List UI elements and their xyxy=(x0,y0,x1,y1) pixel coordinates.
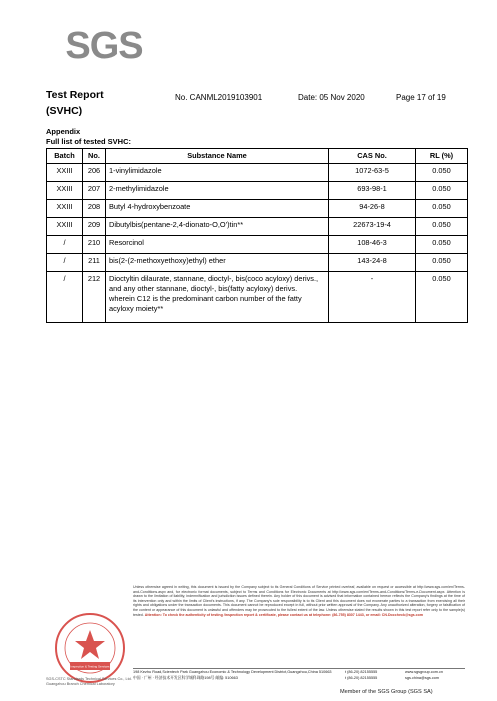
cell-no: 208 xyxy=(83,200,106,218)
header-rl: RL (%) xyxy=(416,149,468,164)
header-batch: Batch xyxy=(47,149,83,164)
table-header-row xyxy=(47,149,468,164)
cell-rl: 0.050 xyxy=(416,182,468,200)
cell-substance: bis(2-(2-methoxyethoxy)ethyl) ether xyxy=(106,254,329,272)
disclaimer-block xyxy=(133,585,465,617)
cell-no: 209 xyxy=(83,218,106,236)
email: sgs.china@sgs.com xyxy=(405,676,440,680)
disclaimer-text: Unless otherwise agreed in writing, this document is issued by the Company subject to its General Conditions of Service printed overleaf, available on request or accessible at http://www.sgs.com/en/Terms-and-Conditions.aspx and, for electronic format documents, subject to Terms and Conditions for Electronic Documents at http://www.sgs.com/en/Terms-and-Conditions/Terms-e-Document.aspx. Attention is drawn to the limitation of liability, indemnification and jurisdiction issues defined therein. Any holder of this document is advised that information contained hereon reflects the Company's findings at the time of its intervention only and within the limits of Client's instructions, if any. The Company's sole responsibility is to its Client and this document does not exonerate parties to a transaction from exercising all their rights and obligations under the transaction documents. This document cannot be reproduced except in full, without prior written approval of the Company. Any unauthorized alteration, forgery or falsification of the content or appearance of this document is unlawful and offenders may be prosecuted to the fullest extent of the law. Unless otherwise stated the results shown in this test report refer only to the sample(s) tested. xyxy=(133,585,465,617)
cell-batch: / xyxy=(47,254,83,272)
cell-cas: 143-24-8 xyxy=(329,254,416,272)
cell-rl: 0.050 xyxy=(416,272,468,323)
cell-batch: XXIII xyxy=(47,164,83,182)
cell-substance: Dibutylbis(pentane-2,4-dionato-O,O')tin** xyxy=(106,218,329,236)
cell-cas: 1072-63-5 xyxy=(329,164,416,182)
website: www.sgsgroup.com.cn xyxy=(405,670,443,674)
cell-no: 210 xyxy=(83,236,106,254)
cell-cas: - xyxy=(329,272,416,323)
cell-no: 212 xyxy=(83,272,106,323)
phone-1: t (86-20) 82155555 xyxy=(345,670,378,674)
table-row xyxy=(47,164,468,182)
cell-no: 206 xyxy=(83,164,106,182)
cell-cas: 22673-19-4 xyxy=(329,218,416,236)
page-number: Page 17 of 19 xyxy=(396,93,446,102)
header-cas: CAS No. xyxy=(329,149,416,164)
star-icon xyxy=(75,630,105,659)
cell-no: 207 xyxy=(83,182,106,200)
cell-substance: 2-methylimidazole xyxy=(106,182,329,200)
header-substance: Substance Name xyxy=(106,149,329,164)
cell-batch: XXIII xyxy=(47,200,83,218)
cell-no: 211 xyxy=(83,254,106,272)
cell-batch: / xyxy=(47,236,83,254)
report-subtitle: (SVHC) xyxy=(46,105,83,117)
cell-substance: 1-vinylimidazole xyxy=(106,164,329,182)
member-note: Member of the SGS Group (SGS SA) xyxy=(340,689,433,695)
phone-2: t (86-20) 82155555 xyxy=(345,676,378,680)
inspection-stamp xyxy=(52,610,128,686)
address-chinese: 中国 · 广州 · 经济技术开发区科学城科珠路198号 邮编: 510663 xyxy=(133,676,238,680)
report-title: Test Report xyxy=(46,89,104,101)
cell-cas: 94-26-8 xyxy=(329,200,416,218)
table-row xyxy=(47,254,468,272)
cell-batch: XXIII xyxy=(47,218,83,236)
cell-rl: 0.050 xyxy=(416,236,468,254)
cell-rl: 0.050 xyxy=(416,200,468,218)
appendix-label: Appendix xyxy=(46,127,81,136)
stamp-chip-text: Inspection & Testing Services xyxy=(70,664,110,669)
table-row xyxy=(47,200,468,218)
cell-batch: / xyxy=(47,272,83,323)
sgs-logo xyxy=(65,22,143,67)
svhc-table xyxy=(46,148,468,323)
list-title: Full list of tested SVHC: xyxy=(46,137,132,146)
address-english: 198 Kezhu Road,Scientech Park Guangzhou Economic & Technology Development District,Guangzhou,China 510663 xyxy=(133,670,332,674)
cell-rl: 0.050 xyxy=(416,164,468,182)
report-number: No. CANML2019103901 xyxy=(175,93,263,102)
cell-cas: 693-98-1 xyxy=(329,182,416,200)
table-row xyxy=(47,218,468,236)
cell-batch: XXIII xyxy=(47,182,83,200)
table-row xyxy=(47,182,468,200)
cell-substance: Dioctyltin dilaurate, stannane, dioctyl-, bis(coco acyloxy) derivs., and any other stannane, dioctyl-, bis(fatty acyloxy) derivs. wherein C12 is the predominant carbon number of the fatty acyloxy moiety** xyxy=(106,272,329,323)
cell-substance: Resorcinol xyxy=(106,236,329,254)
authenticity-note: Attention: To check the authenticity of testing /inspection report & certificate, please contact us at telephone: (86-755) 8307 1443, or email: CN.Doccheck@sgs.com xyxy=(144,612,424,617)
cell-substance: Butyl 4-hydroxybenzoate xyxy=(106,200,329,218)
report-date: Date: 05 Nov 2020 xyxy=(298,93,365,102)
sgs-logo-text: SGS xyxy=(65,25,143,67)
cell-rl: 0.050 xyxy=(416,254,468,272)
footer-divider xyxy=(133,668,465,669)
header-no: No. xyxy=(83,149,106,164)
table-row xyxy=(47,272,468,323)
table-row xyxy=(47,236,468,254)
stamp-company: SGS-CSTC Standards Technical Services Co., Ltd. Guangzhou Branch Chemical Laboratory xyxy=(46,677,132,686)
cell-rl: 0.050 xyxy=(416,218,468,236)
cell-cas: 108-46-3 xyxy=(329,236,416,254)
